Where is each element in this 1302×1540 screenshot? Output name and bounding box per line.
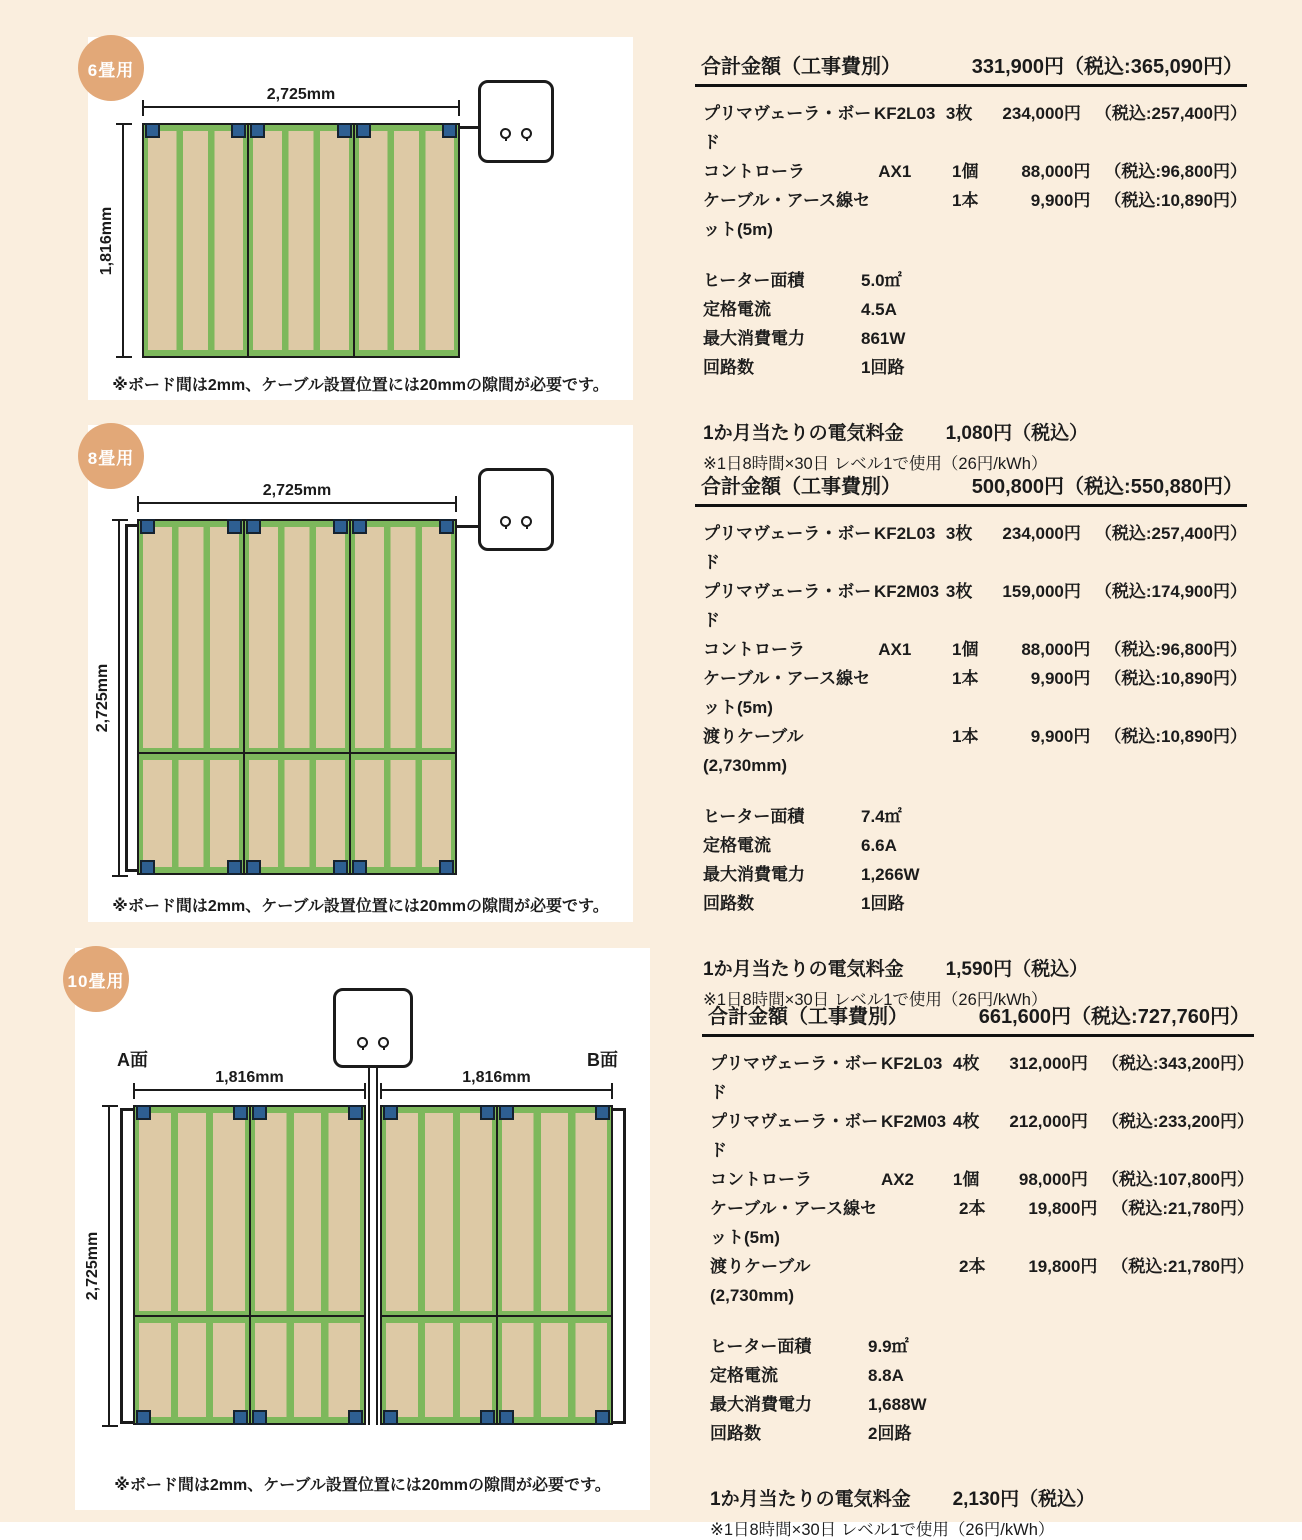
heater-board — [137, 519, 245, 756]
cable-connector — [442, 123, 457, 138]
crossover-cable-a — [120, 1108, 134, 1424]
controller-box — [478, 468, 554, 551]
item-price: 19,800円 — [1028, 1257, 1098, 1276]
price-item-row — [703, 186, 1247, 244]
item-quantity: 3枚 — [945, 524, 973, 543]
item-name: ケーブル・アース線セット(5m) — [703, 191, 871, 239]
item-price-with-tax: （税込:96,800円） — [1104, 162, 1247, 181]
heater-board — [137, 752, 245, 875]
spec-list — [695, 802, 1247, 918]
knob-icon — [357, 1037, 368, 1048]
price-block-8tatami — [695, 470, 1247, 1010]
monthly-cost-label: 1か月当たりの電気料金 — [703, 423, 904, 444]
item-price: 88,000円 — [1021, 640, 1091, 659]
controller-box — [333, 988, 413, 1068]
item-price-with-tax: （税込:257,400円） — [1094, 524, 1247, 543]
cable-connector — [383, 1410, 398, 1425]
cable-connector — [383, 1105, 398, 1120]
spec-list — [702, 1332, 1254, 1448]
spec-label: 最大消費電力 — [703, 865, 805, 884]
monthly-cost-line — [695, 418, 1247, 445]
cable-connector — [356, 123, 371, 138]
spec-value: 1,688W — [868, 1395, 927, 1414]
cable-connector — [480, 1105, 495, 1120]
total-price-header — [695, 470, 1247, 507]
item-price: 159,000円 — [1002, 582, 1081, 601]
price-item-row — [710, 1165, 1254, 1194]
crossover-cable-b — [613, 1108, 626, 1424]
spec-row — [703, 353, 1247, 382]
item-price-with-tax: （税込:257,400円） — [1094, 104, 1247, 123]
heater-board — [349, 752, 457, 875]
spec-row — [710, 1332, 1254, 1361]
spec-row — [710, 1361, 1254, 1390]
item-price: 9,900円 — [1030, 727, 1091, 746]
item-name: ケーブル・アース線セット(5m) — [710, 1199, 878, 1247]
width-dimension-label: 2,725mm — [262, 482, 332, 499]
board-row-a-bottom — [133, 1315, 366, 1425]
spec-row — [703, 831, 1247, 860]
knob-icon — [521, 516, 532, 527]
item-price: 234,000円 — [1002, 524, 1081, 543]
size-badge-8tatami: 8畳用 — [78, 423, 144, 489]
heater-board — [133, 1105, 251, 1319]
spec-row — [710, 1390, 1254, 1419]
width-dimension-line-a — [133, 1069, 366, 1091]
item-price-with-tax: （税込:21,780円） — [1111, 1199, 1254, 1218]
spec-value: 7.4㎡ — [861, 807, 902, 826]
cable-connector — [348, 1105, 363, 1120]
item-price-with-tax: （税込:343,200円） — [1101, 1054, 1254, 1073]
controller-cable — [458, 126, 480, 129]
monthly-cost-note: ※1日8時間×30日 レベル1で使用（26円/kWh） — [703, 991, 1048, 1009]
heater-board — [496, 1315, 614, 1425]
item-name: 渡りケーブル(2,730mm) — [703, 727, 804, 775]
item-name: プリマヴェーラ・ボード — [703, 104, 872, 152]
item-price: 9,900円 — [1030, 669, 1091, 688]
monthly-cost-value: 2,130円（税込） — [952, 1489, 1096, 1510]
item-price-with-tax: （税込:107,800円） — [1101, 1170, 1254, 1189]
price-item-list — [695, 99, 1247, 244]
controller-cable-a — [368, 1064, 370, 1425]
crossover-cable — [125, 524, 139, 872]
monthly-cost-value: 1,590円（税込） — [945, 959, 1089, 980]
controller-cable-b — [376, 1064, 378, 1425]
spec-value: 5.0㎡ — [861, 271, 902, 290]
spec-label: 回路数 — [703, 894, 754, 913]
spec-row — [703, 802, 1247, 831]
monthly-cost-note: ※1日8時間×30日 レベル1で使用（26円/kWh） — [710, 1521, 1055, 1539]
size-badge-10tatami: 10畳用 — [63, 946, 129, 1012]
cable-connector — [227, 519, 242, 534]
item-name: プリマヴェーラ・ボード — [710, 1112, 879, 1160]
item-model — [878, 722, 952, 780]
price-item-row — [710, 1107, 1254, 1165]
item-model: KF2L03 — [880, 1054, 943, 1073]
spec-row — [710, 1419, 1254, 1448]
item-quantity: 1個 — [952, 1170, 980, 1189]
controller-knobs — [500, 516, 532, 527]
heater-board — [243, 519, 351, 756]
price-item-row — [703, 519, 1247, 577]
item-name: ケーブル・アース線セット(5m) — [703, 669, 871, 717]
width-dimension-line — [142, 86, 460, 108]
heater-board — [496, 1105, 614, 1319]
price-item-row — [710, 1252, 1254, 1310]
width-dimension-label-a: 1,816mm — [215, 1069, 284, 1086]
total-price-label: 合計金額（工事費別） — [701, 56, 901, 78]
price-item-list — [695, 519, 1247, 780]
cable-connector — [233, 1410, 248, 1425]
monthly-cost-label: 1か月当たりの電気料金 — [703, 959, 904, 980]
cable-connector — [140, 519, 155, 534]
monthly-cost-value: 1,080円（税込） — [945, 423, 1089, 444]
item-model: KF2L03 — [873, 104, 936, 123]
cable-connector — [439, 519, 454, 534]
cable-connector — [499, 1105, 514, 1120]
item-price-with-tax: （税込:10,890円） — [1104, 669, 1247, 688]
item-quantity: 3枚 — [945, 104, 973, 123]
item-quantity: 3枚 — [945, 582, 973, 601]
item-model — [885, 1252, 959, 1310]
height-dimension-line — [84, 1105, 110, 1427]
item-model: KF2L03 — [873, 524, 936, 543]
item-model — [878, 186, 952, 244]
monthly-cost-label: 1か月当たりの電気料金 — [710, 1489, 911, 1510]
spec-label: 定格電流 — [710, 1366, 778, 1385]
cable-connector — [333, 860, 348, 875]
spec-value: 1回路 — [861, 358, 905, 377]
cable-connector — [246, 519, 261, 534]
cable-connector — [136, 1410, 151, 1425]
board-gap-note: ※ボード間は2mm、ケーブル設置位置には20mmの隙間が必要です。 — [112, 377, 609, 394]
price-block-10tatami — [702, 1000, 1254, 1540]
knob-icon — [500, 516, 511, 527]
cable-connector — [333, 519, 348, 534]
spec-label: 最大消費電力 — [710, 1395, 812, 1414]
total-price-value: 331,900円（税込:365,090円） — [971, 56, 1243, 78]
price-item-row — [703, 157, 1247, 186]
cable-connector — [136, 1105, 151, 1120]
item-price-with-tax: （税込:174,900円） — [1094, 582, 1247, 601]
board-row-b-bottom — [380, 1315, 613, 1425]
price-block-6tatami — [695, 50, 1247, 474]
total-price-label: 合計金額（工事費別） — [701, 476, 901, 498]
item-quantity: 1個 — [952, 162, 979, 181]
cable-connector — [250, 123, 265, 138]
spec-value: 8.8A — [868, 1366, 904, 1385]
item-price: 9,900円 — [1030, 191, 1091, 210]
spec-value: 2回路 — [868, 1424, 912, 1443]
spec-row — [703, 266, 1247, 295]
board-row-a-top — [133, 1105, 366, 1319]
board-row-b-top — [380, 1105, 613, 1319]
spec-row — [703, 295, 1247, 324]
item-price-with-tax: （税込:96,800円） — [1104, 640, 1247, 659]
cable-connector — [352, 860, 367, 875]
board-row-bottom — [137, 752, 457, 875]
height-dimension-label: 1,816mm — [98, 206, 115, 275]
item-price: 19,800円 — [1028, 1199, 1098, 1218]
spec-value: 6.6A — [861, 836, 897, 855]
item-model: AX1 — [878, 640, 912, 659]
heater-board — [243, 752, 351, 875]
panel-6tatami — [88, 37, 633, 400]
heater-board — [247, 123, 354, 358]
board-gap-note: ※ボード間は2mm、ケーブル設置位置には20mmの隙間が必要です。 — [112, 898, 609, 915]
item-model: KF2M03 — [873, 582, 940, 601]
board-row — [142, 123, 460, 358]
price-item-row — [703, 664, 1247, 722]
spec-label: ヒーター面積 — [703, 271, 805, 290]
item-quantity: 2本 — [959, 1257, 986, 1276]
spec-label: 回路数 — [710, 1424, 761, 1443]
item-name: コントローラ — [710, 1170, 812, 1189]
cable-connector — [595, 1410, 610, 1425]
cable-connector — [348, 1410, 363, 1425]
item-name: コントローラ — [703, 640, 805, 659]
price-item-row — [703, 635, 1247, 664]
width-dimension-label-b: 1,816mm — [462, 1069, 531, 1086]
item-price: 234,000円 — [1002, 104, 1081, 123]
item-name: プリマヴェーラ・ボード — [703, 582, 872, 630]
item-name: プリマヴェーラ・ボード — [703, 524, 872, 572]
controller-knobs — [500, 128, 532, 139]
spec-label: 定格電流 — [703, 300, 771, 319]
cable-connector — [352, 519, 367, 534]
spec-value: 1回路 — [861, 894, 905, 913]
spec-value: 861W — [861, 329, 906, 348]
controller-knobs — [357, 1037, 389, 1048]
total-price-header — [695, 50, 1247, 87]
cable-connector — [499, 1410, 514, 1425]
cable-connector — [231, 123, 246, 138]
item-model: AX1 — [878, 162, 912, 181]
item-quantity: 1個 — [952, 640, 979, 659]
heater-board — [133, 1315, 251, 1425]
knob-icon — [500, 128, 511, 139]
panel-8tatami — [88, 425, 633, 922]
board-row-top — [137, 519, 457, 756]
spec-row — [703, 860, 1247, 889]
item-price-with-tax: （税込:10,890円） — [1104, 191, 1247, 210]
heater-board — [249, 1105, 367, 1319]
height-dimension-line — [98, 123, 124, 358]
board-gap-note: ※ボード間は2mm、ケーブル設置位置には20mmの隙間が必要です。 — [114, 1477, 611, 1494]
item-price: 88,000円 — [1021, 162, 1091, 181]
cable-connector — [439, 860, 454, 875]
item-name: 渡りケーブル(2,730mm) — [710, 1257, 811, 1305]
width-dimension-line — [137, 482, 457, 504]
spec-label: 最大消費電力 — [703, 329, 805, 348]
heater-board — [353, 123, 460, 358]
price-item-row — [703, 99, 1247, 157]
cable-connector — [140, 860, 155, 875]
face-b-label: B面 — [587, 1050, 618, 1070]
heater-board — [349, 519, 457, 756]
item-quantity: 1本 — [952, 669, 979, 688]
spec-label: 定格電流 — [703, 836, 771, 855]
item-price-with-tax: （税込:233,200円） — [1101, 1112, 1254, 1131]
item-price-with-tax: （税込:10,890円） — [1104, 727, 1247, 746]
spec-list — [695, 266, 1247, 382]
heater-board — [249, 1315, 367, 1425]
cable-connector — [145, 123, 160, 138]
spec-label: ヒーター面積 — [703, 807, 805, 826]
item-name: プリマヴェーラ・ボード — [710, 1054, 879, 1102]
price-item-row — [710, 1194, 1254, 1252]
total-price-label: 合計金額（工事費別） — [708, 1006, 908, 1028]
item-price: 312,000円 — [1009, 1054, 1088, 1073]
item-price-with-tax: （税込:21,780円） — [1111, 1257, 1254, 1276]
panel-10tatami — [67, 948, 650, 1510]
item-quantity: 1本 — [952, 191, 979, 210]
item-model: KF2M03 — [880, 1112, 947, 1131]
item-price: 212,000円 — [1009, 1112, 1088, 1131]
cable-connector — [227, 860, 242, 875]
monthly-cost-line — [695, 954, 1247, 981]
heater-board — [380, 1315, 498, 1425]
cable-connector — [252, 1105, 267, 1120]
total-price-value: 500,800円（税込:550,880円） — [971, 476, 1243, 498]
cable-connector — [337, 123, 352, 138]
spec-row — [703, 889, 1247, 918]
item-price: 98,000円 — [1018, 1170, 1088, 1189]
item-model: AX2 — [880, 1170, 915, 1189]
spec-value: 1,266W — [861, 865, 920, 884]
cable-connector — [480, 1410, 495, 1425]
cable-connector — [252, 1410, 267, 1425]
cable-connector — [246, 860, 261, 875]
monthly-cost-note: ※1日8時間×30日 レベル1で使用（26円/kWh） — [703, 455, 1048, 473]
height-dimension-label: 2,725mm — [84, 1231, 101, 1301]
knob-icon — [521, 128, 532, 139]
height-dimension-line — [94, 519, 120, 877]
spec-value: 9.9㎡ — [868, 1337, 909, 1356]
price-item-row — [703, 722, 1247, 780]
knob-icon — [378, 1037, 389, 1048]
cable-connector — [595, 1105, 610, 1120]
face-a-label: A面 — [117, 1050, 148, 1070]
heater-board — [380, 1105, 498, 1319]
controller-box — [478, 80, 554, 163]
item-quantity: 2本 — [959, 1199, 986, 1218]
size-badge-6tatami: 6畳用 — [78, 35, 144, 101]
total-price-value: 661,600円（税込:727,760円） — [978, 1006, 1250, 1028]
price-item-row — [703, 577, 1247, 635]
monthly-cost-line — [702, 1484, 1254, 1511]
item-model — [885, 1194, 959, 1252]
item-name: コントローラ — [703, 162, 805, 181]
height-dimension-label: 2,725mm — [94, 663, 111, 733]
total-price-header — [702, 1000, 1254, 1037]
price-item-list — [702, 1049, 1254, 1310]
width-dimension-line-b — [380, 1069, 613, 1091]
spec-row — [703, 324, 1247, 353]
item-quantity: 4枚 — [952, 1054, 980, 1073]
spec-label: 回路数 — [703, 358, 754, 377]
cable-connector — [233, 1105, 248, 1120]
price-item-row — [710, 1049, 1254, 1107]
width-dimension-label: 2,725mm — [266, 86, 336, 103]
spec-value: 4.5A — [861, 300, 897, 319]
item-quantity: 1本 — [952, 727, 979, 746]
spec-label: ヒーター面積 — [710, 1337, 812, 1356]
controller-cable — [455, 525, 480, 528]
heater-board — [142, 123, 249, 358]
item-model — [878, 664, 952, 722]
item-quantity: 4枚 — [952, 1112, 980, 1131]
